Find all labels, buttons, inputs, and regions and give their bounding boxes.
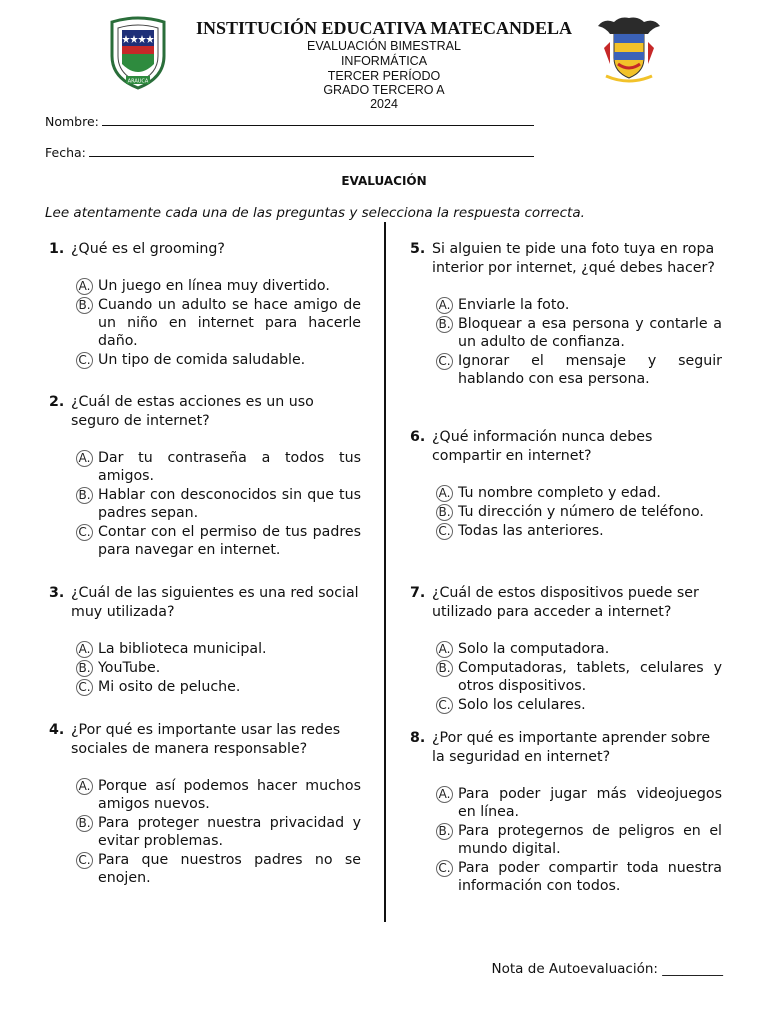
- question-text: ¿Por qué es importante usar las redes sociales de manera responsable?: [71, 722, 341, 757]
- question-number: 8.: [410, 730, 426, 746]
- date-label: Fecha:: [45, 145, 86, 160]
- option-c[interactable]: [410, 522, 722, 540]
- option-c[interactable]: [49, 851, 361, 887]
- left-logo-text: ARAUCA: [127, 78, 149, 85]
- name-label: Nombre:: [45, 114, 99, 129]
- name-line[interactable]: [102, 115, 534, 126]
- options-list: [49, 449, 361, 559]
- option-letter[interactable]: A.: [76, 641, 93, 658]
- option-text: Un juego en línea muy divertido.: [98, 278, 330, 294]
- options-list: [410, 296, 722, 388]
- question-text: ¿Qué es el grooming?: [71, 241, 225, 257]
- question-1: [49, 240, 361, 370]
- option-text: Para poder compartir toda nuestra información con todos.: [458, 860, 722, 894]
- option-b[interactable]: [410, 315, 722, 351]
- option-letter[interactable]: A.: [76, 450, 93, 467]
- header-line-year: 2024: [370, 97, 398, 111]
- option-a[interactable]: [410, 785, 722, 821]
- option-text: Para que nuestros padres no se enojen.: [98, 852, 361, 886]
- option-text: Bloquear a esa persona y contarle a un adulto de confianza.: [458, 316, 722, 350]
- option-text: Solo los celulares.: [458, 697, 586, 713]
- header-line-evaluation: EVALUACIÓN BIMESTRAL: [307, 39, 461, 53]
- option-letter[interactable]: C.: [76, 852, 93, 869]
- question-text: ¿Por qué es importante aprender sobre la seguridad en internet?: [432, 730, 711, 765]
- option-c[interactable]: [410, 352, 722, 388]
- option-text: Para proteger nuestra privacidad y evitar problemas.: [98, 815, 361, 849]
- question-6: [410, 428, 722, 541]
- option-text: Mi osito de peluche.: [98, 679, 241, 695]
- option-c[interactable]: [410, 696, 722, 714]
- school-shield-logo: [106, 16, 170, 90]
- options-list: [410, 484, 722, 540]
- option-letter[interactable]: C.: [436, 523, 453, 540]
- option-text: Para poder jugar más videojuegos en línea.: [458, 786, 722, 820]
- self-evaluation-label: Nota de Autoevaluación:: [491, 961, 658, 977]
- option-b[interactable]: [410, 822, 722, 858]
- option-text: Todas las anteriores.: [458, 523, 604, 539]
- question-number: 3.: [49, 585, 65, 601]
- option-text: Hablar con desconocidos sin que tus padres sepan.: [98, 487, 361, 521]
- option-c[interactable]: [410, 859, 722, 895]
- option-letter[interactable]: B.: [436, 660, 453, 677]
- option-text: Cuando un adulto se hace amigo de un niño en internet para hacerle daño.: [98, 297, 361, 349]
- question-text: ¿Cuál de estas acciones es un uso seguro de internet?: [71, 394, 314, 429]
- options-list: [410, 785, 722, 895]
- name-field[interactable]: [45, 114, 534, 129]
- question-number: 4.: [49, 722, 65, 738]
- option-letter[interactable]: C.: [436, 353, 453, 370]
- option-b[interactable]: [49, 486, 361, 522]
- option-letter[interactable]: C.: [76, 352, 93, 369]
- option-letter[interactable]: B.: [76, 297, 93, 314]
- option-a[interactable]: [410, 296, 722, 314]
- option-c[interactable]: [49, 678, 361, 696]
- option-letter[interactable]: A.: [76, 778, 93, 795]
- question-3: [49, 584, 361, 697]
- option-text: YouTube.: [98, 660, 161, 676]
- option-text: Tu dirección y número de teléfono.: [458, 504, 704, 520]
- options-list: [410, 640, 722, 714]
- option-letter[interactable]: B.: [436, 823, 453, 840]
- option-b[interactable]: [410, 503, 722, 521]
- option-a[interactable]: [410, 640, 722, 658]
- options-list: [49, 640, 361, 696]
- option-letter[interactable]: B.: [76, 487, 93, 504]
- question-text: ¿Qué información nunca debes compartir en internet?: [432, 429, 653, 464]
- option-letter[interactable]: A.: [436, 786, 453, 803]
- header-line-period: TERCER PERÍODO: [327, 69, 441, 83]
- question-5: [410, 240, 722, 389]
- option-c[interactable]: [49, 523, 361, 559]
- option-text: Dar tu contraseña a todos tus amigos.: [98, 450, 361, 484]
- institution-name: INSTITUCIÓN EDUCATIVA MATECANDELA: [195, 18, 573, 38]
- option-a[interactable]: [49, 777, 361, 813]
- question-4: [49, 721, 361, 888]
- instruction-text: Lee atentamente cada una de las preguntas y selecciona la respuesta correcta.: [45, 205, 585, 221]
- question-number: 7.: [410, 585, 426, 601]
- self-evaluation-grade[interactable]: [492, 961, 723, 977]
- option-text: Para protegernos de peligros en el mundo digital.: [458, 823, 722, 857]
- option-text: Ignorar el mensaje y seguir hablando con esa persona.: [458, 353, 722, 387]
- option-text: Solo la computadora.: [458, 641, 610, 657]
- option-letter[interactable]: B.: [436, 504, 453, 521]
- option-text: Enviarle la foto.: [458, 297, 570, 313]
- option-a[interactable]: [49, 449, 361, 485]
- option-letter[interactable]: A.: [436, 641, 453, 658]
- option-text: Porque así podemos hacer muchos amigos nuevos.: [98, 778, 361, 812]
- options-list: [49, 277, 361, 369]
- question-7: [410, 584, 722, 715]
- option-letter[interactable]: C.: [76, 679, 93, 696]
- option-text: Un tipo de comida saludable.: [98, 352, 306, 368]
- option-letter[interactable]: A.: [436, 297, 453, 314]
- option-letter[interactable]: B.: [436, 316, 453, 333]
- option-b[interactable]: [49, 296, 361, 350]
- question-number: 1.: [49, 241, 65, 257]
- option-text: Computadoras, tablets, celulares y otros dispositivos.: [458, 660, 722, 694]
- header-line-grade: GRADO TERCERO A: [323, 83, 445, 97]
- option-b[interactable]: [49, 814, 361, 850]
- options-list: [49, 777, 361, 887]
- option-letter[interactable]: C.: [436, 697, 453, 714]
- date-line[interactable]: [89, 146, 534, 157]
- option-a[interactable]: [49, 640, 361, 658]
- question-number: 2.: [49, 394, 65, 410]
- option-letter[interactable]: A.: [436, 485, 453, 502]
- colombia-coat-of-arms: [596, 14, 662, 86]
- option-text: Contar con el permiso de tus padres para navegar en internet.: [98, 524, 361, 558]
- option-a[interactable]: [410, 484, 722, 502]
- header-line-subject: INFORMÁTICA: [340, 54, 428, 68]
- question-text: Si alguien te pide una foto tuya en ropa interior por internet, ¿qué debes hacer?: [432, 241, 715, 276]
- question-text: ¿Cuál de estos dispositivos puede ser utilizado para acceder a internet?: [432, 585, 699, 620]
- self-evaluation-blank[interactable]: _________: [662, 961, 723, 977]
- question-8: [410, 729, 722, 896]
- question-2: [49, 393, 361, 560]
- evaluation-title: EVALUACIÓN: [341, 174, 427, 188]
- option-letter[interactable]: C.: [436, 860, 453, 877]
- option-letter[interactable]: C.: [76, 524, 93, 541]
- question-number: 5.: [410, 241, 426, 257]
- option-text: La biblioteca municipal.: [98, 641, 267, 657]
- option-c[interactable]: [49, 351, 361, 369]
- option-letter[interactable]: A.: [76, 278, 93, 295]
- question-number: 6.: [410, 429, 426, 445]
- option-b[interactable]: [410, 659, 722, 695]
- option-a[interactable]: [49, 277, 361, 295]
- column-divider: [384, 222, 386, 922]
- option-letter[interactable]: B.: [76, 660, 93, 677]
- option-letter[interactable]: B.: [76, 815, 93, 832]
- option-b[interactable]: [49, 659, 361, 677]
- question-text: ¿Cuál de las siguientes es una red social muy utilizada?: [71, 585, 359, 620]
- date-field[interactable]: [45, 145, 534, 160]
- option-text: Tu nombre completo y edad.: [458, 485, 661, 501]
